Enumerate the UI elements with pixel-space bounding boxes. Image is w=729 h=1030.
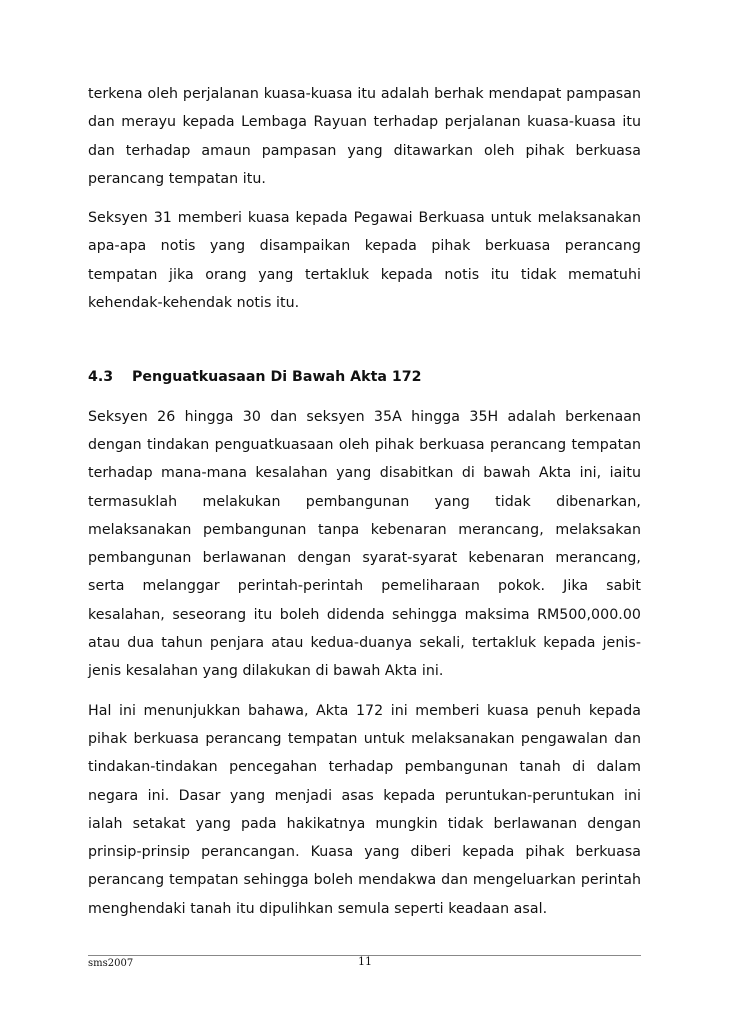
- page-number: 11: [358, 955, 372, 968]
- section-heading: [88, 363, 641, 391]
- paragraph-1: terkena oleh perjalanan kuasa-kuasa itu adalah berhak mendapat pampasan dan merayu kepada Lembaga Rayuan terhadap perjalanan kuasa-kuasa itu dan terhadap amaun pampasan yang ditawarkan oleh pihak berkuasa perancang tempatan itu.: [88, 86, 641, 187]
- section-title: Penguatkuasaan Di Bawah Akta 172: [132, 369, 422, 386]
- paragraph-3: Seksyen 26 hingga 30 dan seksyen 35A hingga 35H adalah berkenaan dengan tindakan penguatkuasaan oleh pihak berkuasa perancang tempatan terhadap mana-mana kesalahan yang disabitkan di bawah Akta ini, iaitu termasuklah melakukan pembangunan yang tidak dibenarkan, melaksanakan pembangunan tanpa kebenaran merancang, melaksakan pembangunan berlawanan dengan syarat-syarat kebenaran merancang, serta melanggar perintah-perintah pemeliharaan pokok. Jika sabit kesalahan, seseorang itu boleh didenda sehingga maksima RM500,000.00 atau dua tahun penjara atau kedua-duanya sekali, tertakluk kepada jenis-jenis kesalahan yang dilakukan di bawah Akta ini.: [88, 408, 641, 680]
- document-body: [88, 80, 641, 934]
- section-number: 4.3: [88, 369, 114, 386]
- paragraph-4: Hal ini menunjukkan bahawa, Akta 172 ini memberi kuasa penuh kepada pihak berkuasa perancang tempatan untuk melaksanakan pengawalan dan tindakan-tindakan pencegahan terhadap pembangunan tanah di dalam negara ini. Dasar yang menjadi asas kepada peruntukan-peruntukan ini ialah setakat yang pada hakikatnya mungkin tidak berlawanan dengan prinsip-prinsip perancangan. Kuasa yang diberi kepada pihak berkuasa perancang tempatan sehingga boleh mendakwa dan mengeluarkan perintah menghendaki tanah itu dipulihkan semula seperti keadaan asal.: [88, 702, 641, 917]
- footer-label: sms2007: [88, 958, 134, 969]
- paragraph-2: Seksyen 31 memberi kuasa kepada Pegawai Berkuasa untuk melaksanakan apa-apa notis yang disampaikan kepada pihak berkuasa perancang tempatan jika orang yang tertakluk kepada notis itu tidak mematuhi kehendak-kehendak notis itu.: [88, 210, 641, 312]
